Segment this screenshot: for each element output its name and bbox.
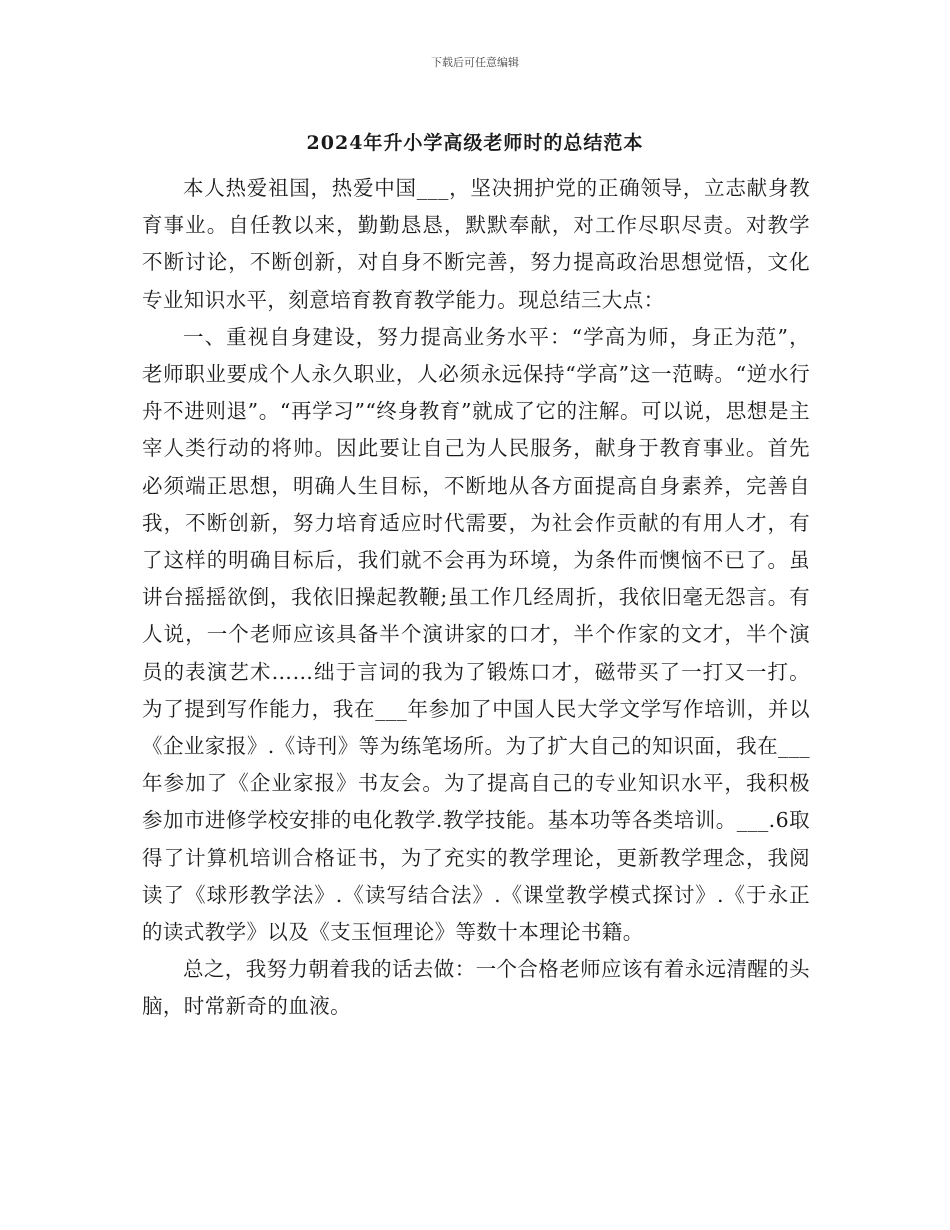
paragraph-conclusion: 总之，我努力朝着我的话去做：一个合格老师应该有着永远清醒的头脑，时常新奇的血液。 bbox=[142, 957, 810, 1019]
paragraph-self-building: 一、重视自身建设，努力提高业务水平：“学高为师，身正为范”，老师职业要成个人永久职业，人必须永远保持“学高”这一范畴。“逆水行舟不进则退”。“再学习”“终身教育”就成了它的注解。可以说，思想是主宰人类行动的将帅。因此要让自己为人民服务，献身于教育事业。首先必须端正思想，明确人生目标，不断地从各方面提高自身素养，完善自我，不断创新，努力培育适应时代需要，为社会作贡献的有用人才，有了这样的明确目标后，我们就不会再为环境，为条件而懊恼不已了。虽讲台摇摇欲倒，我依旧操起教鞭;虽工作几经周折，我依旧毫无怨言。有人说，一个老师应该具备半个演讲家的口才，半个作家的文才，半个演员的表演艺术……绌于言词的我为了锻炼口才，磁带买了一打又一打。为了提到写作能力，我在___年参加了中国人民大学文学写作培训，并以《企业家报》.《诗刊》等为练笔场所。为了扩大自己的知识面，我在___年参加了《企业家报》书友会。为了提高自己的专业知识水平，我积极参加市进修学校安排的电化教学.教学技能。基本功等各类培训。___.6取得了计算机培训合格证书，为了充实的教学理论，更新教学理念，我阅读了《球形教学法》.《读写结合法》.《课堂教学模式探讨》.《于永正的读式教学》以及《支玉恒理论》等数十本理论书籍。 bbox=[142, 324, 810, 945]
header-note: 下载后可任意编辑 bbox=[431, 56, 519, 69]
document-title: 2024年升小学高级老师时的总结范本 bbox=[306, 132, 644, 154]
paragraph-intro: 本人热爱祖国，热爱中国___，坚决拥护党的正确领导，立志献身教育事业。自任教以来，勤勤恳恳，默默奉献，对工作尽职尽责。对教学不断讨论，不断创新，对自身不断完善，努力提高政治思想觉悟，文化专业知识水平，刻意培育教育教学能力。现总结三大点： bbox=[142, 176, 810, 312]
document-body bbox=[142, 170, 810, 1026]
